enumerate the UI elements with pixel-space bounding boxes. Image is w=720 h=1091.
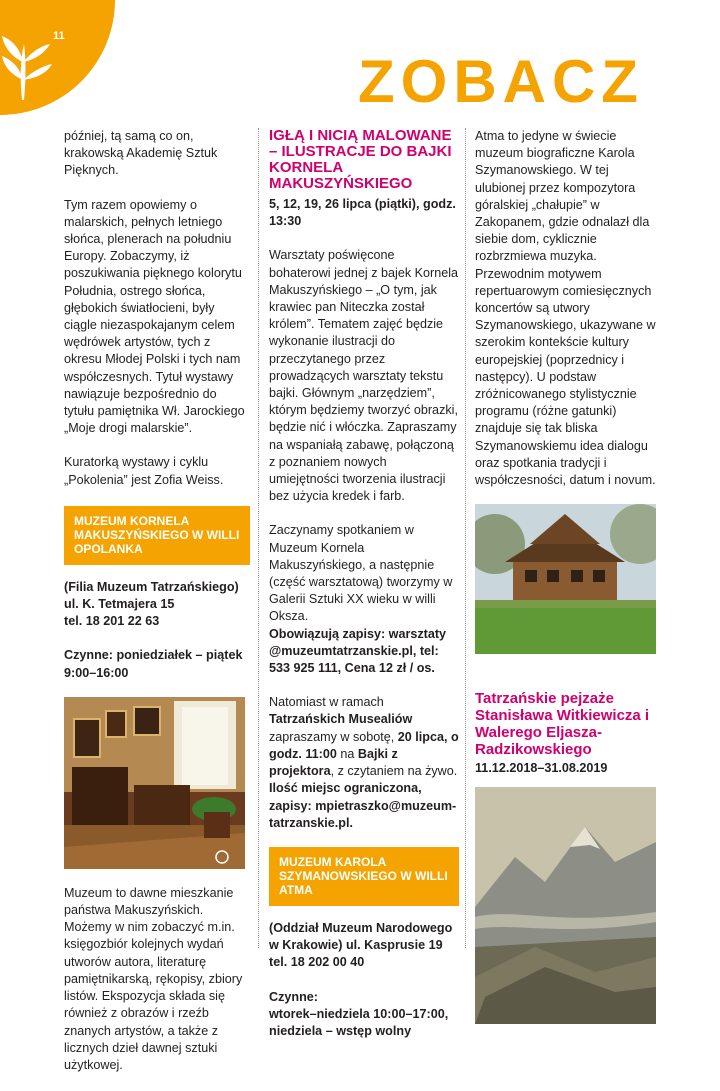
- corner-ornament: [0, 0, 115, 115]
- registration-info: Ilość miejsc ograniczona, zapisy: mpietraszko@muzeumtatrzanskie.pl.: [269, 781, 457, 830]
- column-2: [269, 128, 459, 1040]
- phone-line: tel. 18 201 22 63: [64, 614, 160, 629]
- article-title: Tatrzańskie pejzaże Stanisława Witkiewicza i Walerego Eljasza-Radzikowskiego: [475, 690, 650, 759]
- paragraph: Atma to jedyne w świecie muzeum biograficzne Karola Szymanowskiego. W tej ulubionej przez kompozytora góralskiej „chałupie” w Zakopanem, gdzie odnalazł dla siebie dom, cyklicznie rozbrzmiewa muzyka. Przewodnim motywem repertuarowym comiesięcznych koncertów są utwory Szymanowskiego, ukazywane w szerokim kontekście kultury europejskiej (poprzednicy i następcy). U podstaw zróżnicowanego stylistycznie programu (różne gatunki) znajduje się tak bliska Szymanowskiemu idea dialogu oraz spotkania tradycji i współczesności, datum i novum.: [475, 129, 656, 488]
- paragraph: Kuratorką wystawy i cyklu „Pokolenia” jest Zofia Weiss.: [64, 455, 224, 487]
- address-line: (Filia Muzeum Tatrzańskiego): [64, 579, 239, 594]
- hours-line: Czynne:: [269, 989, 318, 1004]
- address-line: ul. K. Tetmajera 15: [64, 597, 175, 612]
- paragraph: Muzeum to dawne mieszkanie państwa Makuszyńskich. Możemy w nim zobaczyć m.in. księgozbiór kolejnych wydań utworów autora, literaturę pamiętnikarską, rękopisy, zbiory listów. Ekspozycja składa się również z obrazów i rzeźb znanych artystów, a także z licznych dzieł dawnej sztuki użytkowej.: [64, 885, 243, 1072]
- hours-line: 9:00–16:00: [64, 665, 129, 680]
- paragraph: Tym razem opowiemy o malarskich, pełnych letniego słońca, plenerach na południu Europy. Zobaczymy, iż poszukiwania pięknego kolorytu Południa, ostrego słońca, głębokich światłocieni, były ciągle niezaspokajanym celem wędrówek artystów, tych z okresu Młodej Polski i tych nam współczesnych. Tytuł wystawy nawiązuje bezpośrednio do tytułu pamiętnika Wł. Jarockiego „Moje drogi malarskie”.: [64, 197, 245, 436]
- column-3: [475, 128, 660, 1040]
- paragraph: Natomiast w ramach Tatrzańskich Musealiów zapraszamy w sobotę, 20 lipca, o godz. 11:00 na Bajki z projektora, z czytaniem na żywo.: [269, 695, 459, 779]
- event-date: 5, 12, 19, 26 lipca (piątki), godz. 13:30: [269, 197, 456, 229]
- address-line: (Oddział Muzeum Narodowego w Krakowie) ul. Kasprusie 19: [269, 920, 453, 953]
- page-heading: ZOBACZ: [358, 48, 644, 115]
- column-divider: [258, 128, 259, 948]
- column-1: [64, 128, 250, 1091]
- page-number: 11: [53, 30, 65, 42]
- paragraph: Zaczynamy spotkaniem w Muzeum Kornela Makuszyńskiego, a następnie (część warsztatową) tworzymy w Galerii Sztuki XX wieku w willi Oksza.: [269, 523, 453, 624]
- photo-villa-atma: [475, 504, 656, 654]
- hours-line: wtorek–niedziela 10:00–17:00, niedziela – wstęp wolny: [269, 1006, 449, 1038]
- registration-info: Obowiązują zapisy: warsztaty @muzeumtatrzanskie.pl, tel: 533 925 111, Cena 12 zł / os.: [269, 626, 447, 676]
- photo-interior: [64, 697, 245, 869]
- hours-line: Czynne: poniedziałek – piątek: [64, 648, 243, 663]
- phone-line: tel. 18 202 00 40: [269, 955, 365, 970]
- paragraph: Warsztaty poświęcone bohaterowi jednej z bajek Kornela Makuszyńskiego – „O tym, jak krawiec pan Niteczka został królem”. Tematem zajęć będzie wykonanie ilustracji do przeczytanego przez prowadzących warsztaty tekstu bajki. Głównym „narzędziem”, którym będziemy tworzyć obrazki, będzie nić i włóczka. Zapraszamy na wspaniałą zabawę, połączoną z poznaniem nowych umiejętności tworzenia ilustracji bez użycia kredek i farb.: [269, 248, 459, 504]
- paragraph: później, tą samą co on, krakowską Akademię Sztuk Pięknych.: [64, 129, 218, 178]
- column-divider: [465, 128, 466, 948]
- museum-box-szymanowski: MUZEUM KAROLA SZYMANOWSKIEGO W WILLI ATMA: [269, 847, 459, 906]
- museum-box-makuszynski: MUZEUM KORNELA MAKUSZYŃSKIEGO W WILLI OPOLANKA: [64, 506, 250, 565]
- photo-tatra-painting: [475, 787, 656, 1024]
- article-title: IGŁĄ I NICIĄ MALOWANE – ILUSTRACJE DO BAJKI KORNELA MAKUSZYŃSKIEGO: [269, 127, 452, 192]
- event-date: 11.12.2018–31.08.2019: [475, 761, 608, 776]
